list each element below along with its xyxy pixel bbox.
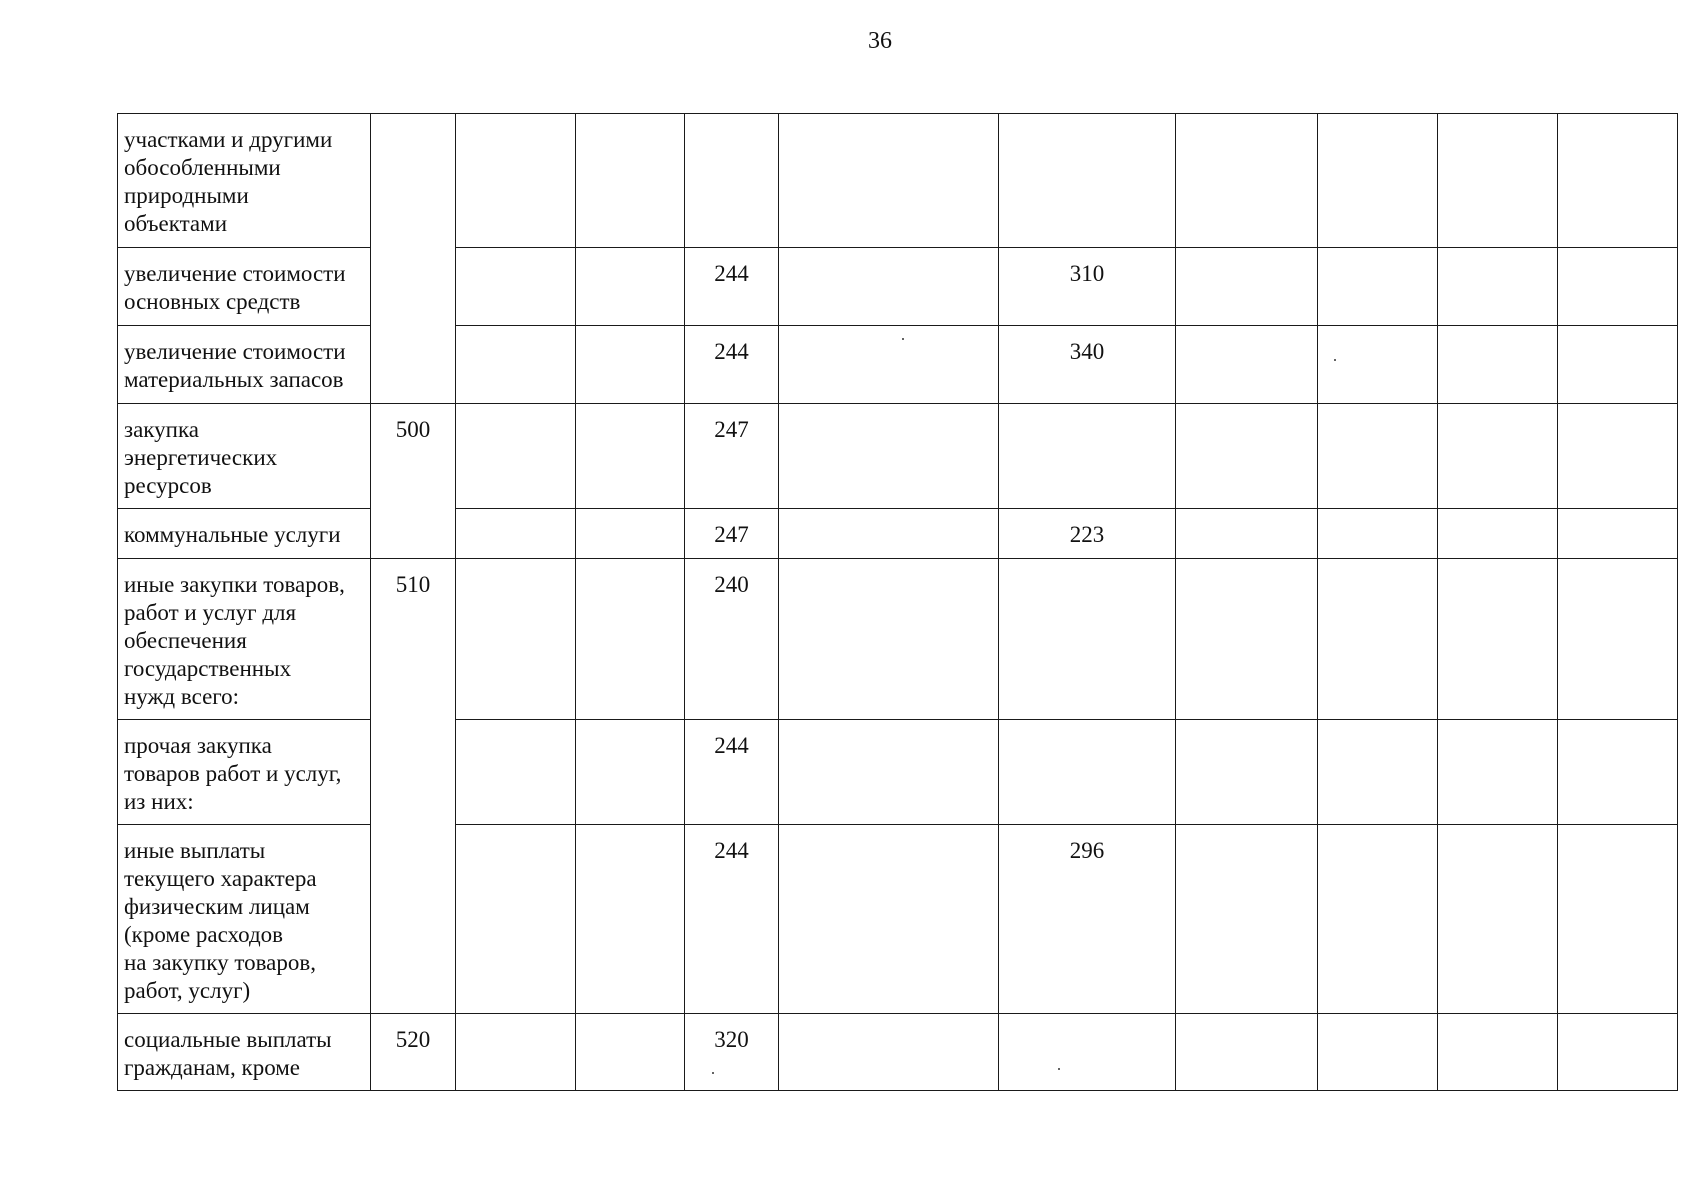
value-cell (456, 559, 576, 720)
value-cell (779, 509, 999, 559)
kvr-cell: 244 (685, 326, 779, 404)
row-name-cell: закупка энергетических ресурсов (118, 404, 371, 509)
value-cell (1558, 326, 1678, 404)
value-cell (1176, 509, 1318, 559)
value-cell (456, 1014, 576, 1091)
value-cell (1438, 509, 1558, 559)
value-cell (456, 509, 576, 559)
table-row (118, 1014, 1678, 1091)
value-cell (456, 248, 576, 326)
kvr-cell: 320 (685, 1014, 779, 1091)
value-cell (1558, 114, 1678, 248)
budget-table (117, 113, 1678, 1091)
value-cell (1558, 825, 1678, 1014)
value-cell (1176, 248, 1318, 326)
value-cell (1318, 114, 1438, 248)
kvr-cell: 247 (685, 404, 779, 509)
table-row (118, 114, 1678, 248)
row-name-cell: иные закупки товаров, работ и услуг для обеспечения государственных нужд всего: (118, 559, 371, 720)
kosgu-cell: 340 (999, 326, 1176, 404)
line-code-cell: 510 (371, 559, 456, 1014)
row-name-cell: увеличение стоимости основных средств (118, 248, 371, 326)
value-cell (1558, 248, 1678, 326)
scan-speck (1058, 1068, 1060, 1070)
kosgu-cell: 310 (999, 248, 1176, 326)
value-cell (1558, 404, 1678, 509)
value-cell (1318, 720, 1438, 825)
value-cell (779, 1014, 999, 1091)
value-cell (1438, 404, 1558, 509)
kvr-cell: 244 (685, 248, 779, 326)
scan-speck (1334, 359, 1336, 361)
value-cell (576, 326, 685, 404)
value-cell (1318, 559, 1438, 720)
row-name-cell: коммунальные услуги (118, 509, 371, 559)
value-cell (576, 1014, 685, 1091)
value-cell (456, 825, 576, 1014)
value-cell (1558, 720, 1678, 825)
value-cell (1176, 404, 1318, 509)
row-name-cell: прочая закупка товаров работ и услуг, из них: (118, 720, 371, 825)
table-row (118, 720, 1678, 825)
table-row (118, 509, 1678, 559)
value-cell (1438, 114, 1558, 248)
value-cell (576, 720, 685, 825)
kvr-cell (685, 114, 779, 248)
kvr-cell: 247 (685, 509, 779, 559)
value-cell (779, 559, 999, 720)
value-cell (1438, 1014, 1558, 1091)
line-code-cell: 500 (371, 404, 456, 559)
value-cell (576, 114, 685, 248)
value-cell (1558, 509, 1678, 559)
value-cell (1176, 720, 1318, 825)
value-cell (1438, 559, 1558, 720)
value-cell (1318, 248, 1438, 326)
value-cell (1558, 1014, 1678, 1091)
value-cell (1176, 1014, 1318, 1091)
table-row (118, 404, 1678, 509)
value-cell (1176, 559, 1318, 720)
row-name-cell: иные выплаты текущего характера физическим лицам (кроме расходов на закупку товаров, работ, услуг) (118, 825, 371, 1014)
table-row (118, 825, 1678, 1014)
value-cell (1176, 114, 1318, 248)
value-cell (1438, 720, 1558, 825)
value-cell (1318, 825, 1438, 1014)
value-cell (1558, 559, 1678, 720)
value-cell (1318, 326, 1438, 404)
value-cell (1438, 326, 1558, 404)
line-code-cell (371, 114, 456, 404)
value-cell (576, 509, 685, 559)
kvr-cell: 244 (685, 720, 779, 825)
value-cell (1176, 825, 1318, 1014)
kosgu-cell (999, 114, 1176, 248)
value-cell (456, 114, 576, 248)
kosgu-cell (999, 720, 1176, 825)
row-name-cell: социальные выплаты гражданам, кроме (118, 1014, 371, 1091)
kosgu-cell: 296 (999, 825, 1176, 1014)
kvr-cell: 240 (685, 559, 779, 720)
kvr-cell: 244 (685, 825, 779, 1014)
kosgu-cell (999, 1014, 1176, 1091)
line-code-cell: 520 (371, 1014, 456, 1091)
scan-speck (712, 1072, 714, 1074)
value-cell (779, 114, 999, 248)
kosgu-cell (999, 404, 1176, 509)
value-cell (1176, 326, 1318, 404)
value-cell (1438, 825, 1558, 1014)
value-cell (1438, 248, 1558, 326)
table-row (118, 248, 1678, 326)
kosgu-cell (999, 559, 1176, 720)
value-cell (779, 720, 999, 825)
value-cell (1318, 404, 1438, 509)
value-cell (576, 825, 685, 1014)
kosgu-cell: 223 (999, 509, 1176, 559)
value-cell (576, 404, 685, 509)
value-cell (779, 825, 999, 1014)
value-cell (1318, 509, 1438, 559)
value-cell (456, 326, 576, 404)
value-cell (456, 720, 576, 825)
row-name-cell: участками и другими обособленными природными объектами (118, 114, 371, 248)
value-cell (779, 326, 999, 404)
value-cell (576, 559, 685, 720)
table-row (118, 559, 1678, 720)
value-cell (779, 248, 999, 326)
table-row (118, 326, 1678, 404)
value-cell (456, 404, 576, 509)
value-cell (576, 248, 685, 326)
value-cell (1318, 1014, 1438, 1091)
row-name-cell: увеличение стоимости материальных запасов (118, 326, 371, 404)
value-cell (779, 404, 999, 509)
scan-speck (902, 338, 904, 340)
page-number: 36 (868, 28, 892, 54)
